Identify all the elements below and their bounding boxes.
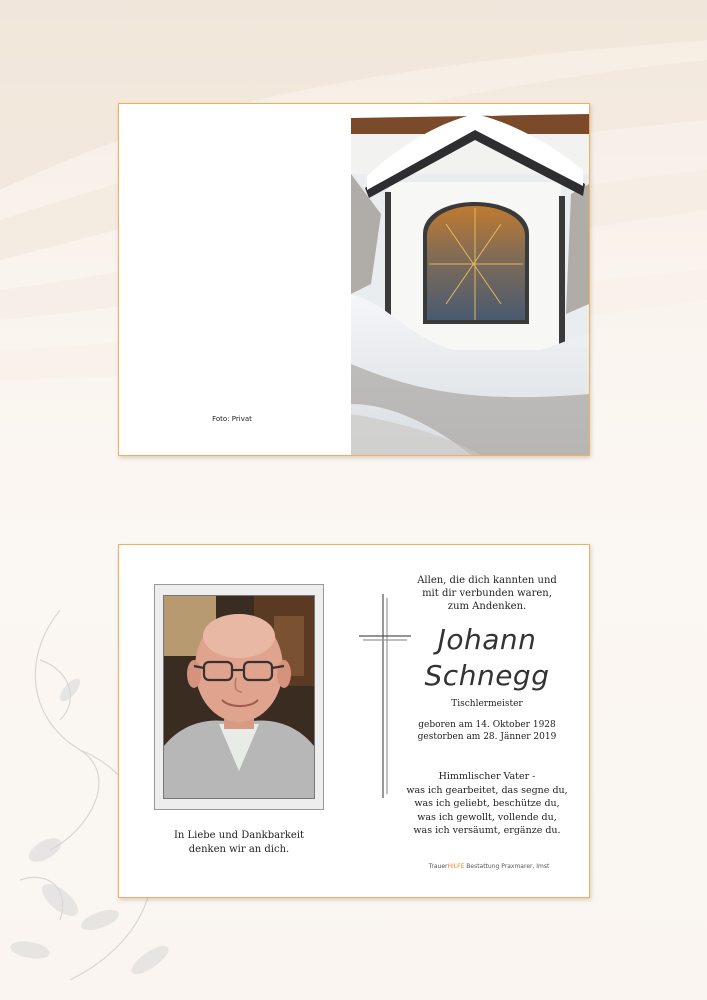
funeral-home-imprint	[419, 863, 559, 870]
prayer-verse	[402, 770, 572, 838]
verse-top	[402, 574, 572, 613]
card-inside	[118, 544, 590, 898]
portrait-frame	[154, 584, 324, 810]
verse-top-line: mit dir verbunden waren,	[422, 588, 552, 599]
card-front	[118, 103, 590, 456]
farewell-line-1: In Liebe und Dankbarkeit	[173, 830, 305, 841]
verse-top-line: zum Andenken.	[447, 601, 527, 612]
farewell-line-2: denken wir an dich.	[188, 844, 290, 855]
imprint-brand-b: HILFE	[447, 863, 465, 870]
imprint-brand-a: Trauer	[428, 863, 448, 870]
profession: Tischlermeister	[451, 699, 523, 709]
prayer-line: was ich gearbeitet, das segne du,	[406, 784, 568, 796]
birth-date: geboren am 14. Oktober 1928	[418, 720, 556, 730]
deceased-last-name: Schnegg	[424, 659, 550, 692]
prayer-line: was ich versäumt, ergänze du.	[413, 825, 561, 836]
prayer-line: Himmlischer Vater -	[438, 771, 536, 782]
portrait-photo	[163, 595, 315, 799]
farewell-text	[144, 829, 334, 857]
imprint-rest: Bestattung Praxmarer, Imst	[464, 863, 550, 870]
photo-credit: Foto: Privat	[212, 415, 252, 423]
prayer-line: was ich geliebt, beschütze du,	[414, 798, 560, 809]
chapel-photo	[351, 104, 589, 455]
death-date: gestorben am 28. Jänner 2019	[417, 732, 557, 742]
verse-top-line: Allen, die dich kannten und	[417, 575, 557, 586]
prayer-line: was ich gewollt, vollende du,	[417, 811, 557, 823]
life-dates	[402, 719, 572, 743]
deceased-first-name: Johann	[437, 623, 537, 656]
